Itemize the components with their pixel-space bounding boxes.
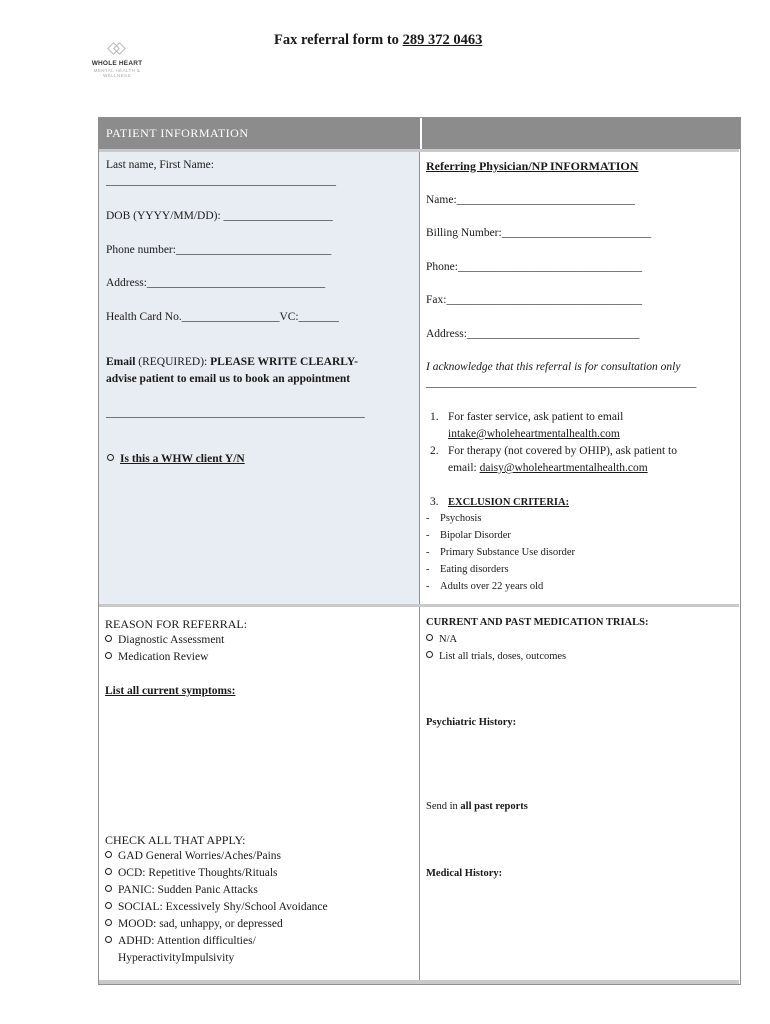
referring-physician-section bbox=[420, 152, 739, 604]
dob-field[interactable]: DOB (YYYY/MM/DD): ___________________ bbox=[106, 210, 333, 222]
referring-header: Referring Physician/NP INFORMATION bbox=[426, 159, 639, 173]
reason-section bbox=[99, 607, 420, 983]
ref-address-field[interactable]: Address:______________________________ bbox=[426, 328, 640, 340]
therapy-email-link[interactable]: daisy@wholeheartmentalhealth.com bbox=[479, 462, 648, 474]
radio-circle-icon bbox=[105, 851, 112, 858]
item-1-number: 1. bbox=[430, 411, 439, 423]
radio-circle-icon bbox=[426, 634, 433, 641]
email-field[interactable]: _____________________________________________ bbox=[106, 407, 365, 419]
radio-circle-icon bbox=[426, 651, 433, 658]
panic-option[interactable]: PANIC: Sudden Panic Attacks bbox=[105, 884, 258, 896]
email-note: advise patient to email us to book an appointment bbox=[106, 373, 351, 385]
logo bbox=[88, 42, 146, 78]
medication-review-option[interactable]: Medication Review bbox=[105, 651, 208, 663]
adhd-option-continued: HyperactivityImpulsivity bbox=[118, 952, 235, 964]
exclusion-item: - Psychosis bbox=[426, 513, 482, 524]
health-card-field[interactable]: Health Card No._________________VC:_______ bbox=[106, 311, 339, 323]
medication-header: CURRENT AND PAST MEDICATION TRIALS: bbox=[426, 617, 649, 628]
mood-option[interactable]: MOOD: sad, unhappy, or depressed bbox=[105, 918, 283, 930]
page-title bbox=[274, 32, 482, 49]
email-label: Email (REQUIRED): PLEASE WRITE CLEARLY- bbox=[106, 356, 358, 368]
symptoms-label: List all current symptoms: bbox=[105, 685, 236, 697]
radio-circle-icon bbox=[105, 635, 112, 642]
bottom-band bbox=[99, 980, 739, 984]
patient-name-field[interactable]: ________________________________________ bbox=[106, 175, 336, 187]
phone-field[interactable]: Phone number:___________________________ bbox=[106, 244, 332, 256]
send-reports-note: Send in all past reports bbox=[426, 801, 528, 812]
fax-number: 289 372 0463 bbox=[402, 32, 483, 48]
radio-circle-icon bbox=[105, 919, 112, 926]
gad-option[interactable]: GAD General Worries/Aches/Pains bbox=[105, 850, 281, 862]
logo-tagline: MENTAL HEALTH & WELLNESS bbox=[93, 68, 141, 78]
acknowledgement-signature[interactable]: _______________________________________________ bbox=[426, 377, 697, 389]
radio-circle-icon bbox=[105, 936, 112, 943]
patient-info-section bbox=[99, 152, 420, 604]
ref-fax-field[interactable]: Fax:__________________________________ bbox=[426, 294, 642, 306]
adhd-option[interactable]: ADHD: Attention difficulties/ bbox=[105, 935, 256, 947]
diagnostic-assessment-option[interactable]: Diagnostic Assessment bbox=[105, 634, 224, 646]
logo-name: WHOLE HEART bbox=[91, 60, 143, 67]
ocd-option[interactable]: OCD: Repetitive Thoughts/Rituals bbox=[105, 867, 278, 879]
patient-info-header: PATIENT INFORMATION bbox=[99, 118, 420, 149]
ref-name-field[interactable]: Name:_______________________________ bbox=[426, 194, 635, 206]
intake-email-link[interactable]: intake@wholeheartmentalhealth.com bbox=[448, 428, 620, 440]
title-prefix: Fax referral form to bbox=[274, 32, 403, 48]
psychiatric-history-label: Psychiatric History: bbox=[426, 717, 517, 728]
billing-number-field[interactable]: Billing Number:__________________________ bbox=[426, 227, 652, 239]
acknowledgement-text: I acknowledge that this referral is for consultation only bbox=[426, 361, 681, 373]
address-field[interactable]: Address:_______________________________ bbox=[106, 277, 326, 289]
list-trials-option[interactable]: List all trials, doses, outcomes bbox=[426, 651, 566, 662]
item-3-number: 3. bbox=[430, 496, 439, 508]
item-2-number: 2. bbox=[430, 445, 439, 457]
radio-circle-icon bbox=[105, 868, 112, 875]
radio-circle-icon bbox=[105, 902, 112, 909]
medication-section bbox=[420, 607, 739, 983]
item-1-text: For faster service, ask patient to email bbox=[448, 411, 624, 423]
item-2-email-line: email: daisy@wholeheartmentalhealth.com bbox=[448, 462, 648, 474]
exclusion-item: - Eating disorders bbox=[426, 564, 509, 575]
radio-circle-icon bbox=[105, 885, 112, 892]
item-2-text: For therapy (not covered by OHIP), ask patient to bbox=[448, 445, 677, 457]
radio-circle-icon bbox=[107, 454, 114, 461]
social-option[interactable]: SOCIAL: Excessively Shy/School Avoidance bbox=[105, 901, 328, 913]
ref-phone-field[interactable]: Phone:________________________________ bbox=[426, 261, 642, 273]
medical-history-label: Medical History: bbox=[426, 868, 503, 879]
patient-name-label: Last name, First Name: bbox=[106, 159, 214, 171]
whw-client-option[interactable]: Is this a WHW client Y/N bbox=[107, 453, 245, 465]
check-all-header: CHECK ALL THAT APPLY: bbox=[105, 833, 246, 847]
reason-header: REASON FOR REFERRAL: bbox=[105, 617, 248, 631]
exclusion-title: EXCLUSION CRITERIA: bbox=[448, 497, 570, 508]
heart-logo-icon bbox=[109, 42, 125, 56]
exclusion-item: - Bipolar Disorder bbox=[426, 530, 511, 541]
header-blank bbox=[420, 118, 740, 149]
exclusion-item: - Adults over 22 years old bbox=[426, 581, 544, 592]
referral-form bbox=[98, 117, 741, 985]
radio-circle-icon bbox=[105, 652, 112, 659]
exclusion-item: - Primary Substance Use disorder bbox=[426, 547, 576, 558]
na-option[interactable]: N/A bbox=[426, 634, 457, 645]
